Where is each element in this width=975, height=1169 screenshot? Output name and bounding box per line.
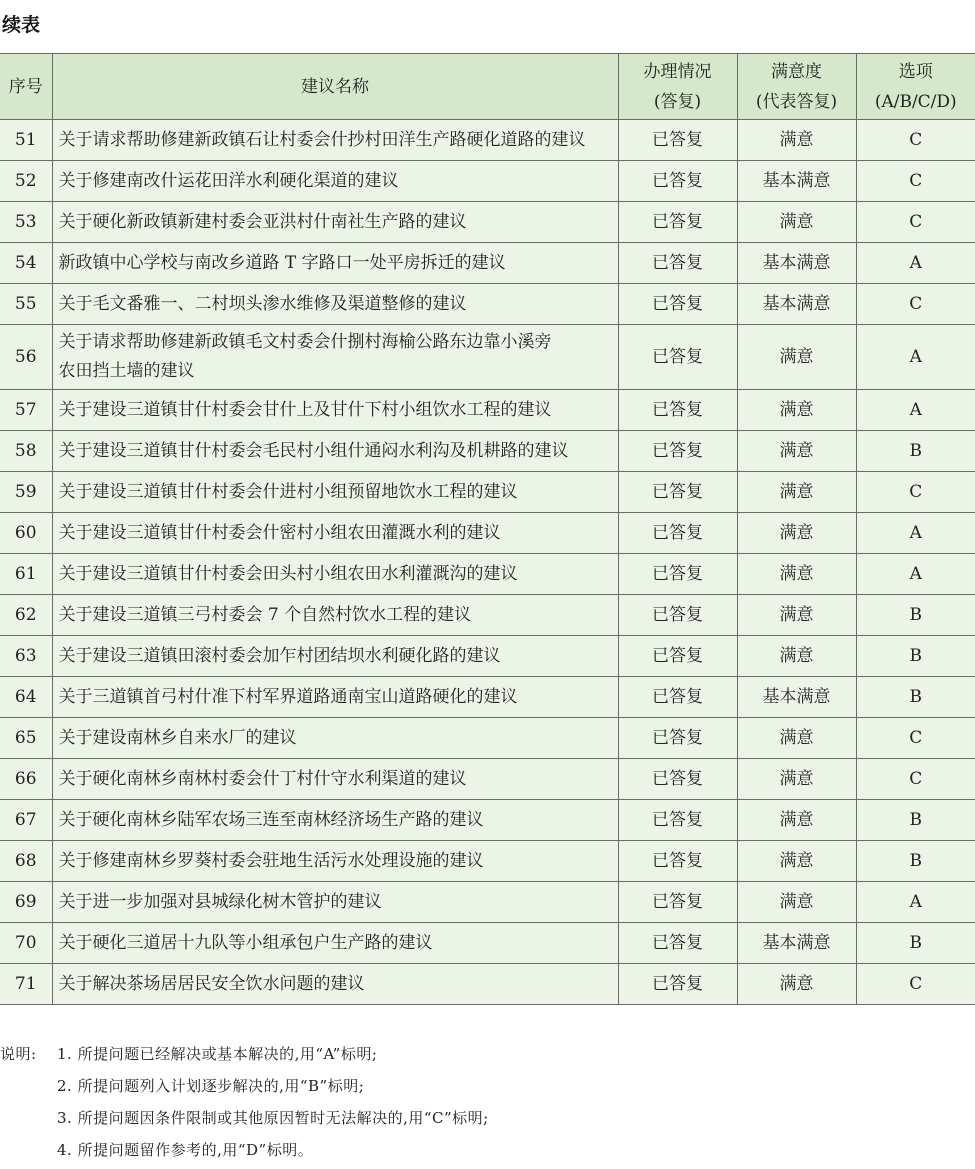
header-status-line1: 办理情况 xyxy=(643,61,712,82)
cell-option: C xyxy=(856,284,975,325)
note-text: 1. 所提问题已经解决或基本解决的,用“A”标明; xyxy=(57,1045,378,1063)
cell-status: 已答复 xyxy=(618,554,737,595)
note-item xyxy=(0,1102,489,1134)
cell-no: 67 xyxy=(0,800,52,841)
cell-no: 56 xyxy=(0,325,52,390)
note-text: 4. 所提问题留作参考的,用“D”标明。 xyxy=(57,1141,314,1159)
cell-name: 关于硬化新政镇新建村委会亚洪村什南社生产路的建议 xyxy=(52,202,618,243)
table-row xyxy=(0,554,975,595)
cell-name-line2: 农田挡土墙的建议 xyxy=(58,361,195,381)
cell-no: 69 xyxy=(0,882,52,923)
cell-satisfaction: 基本满意 xyxy=(737,243,856,284)
cell-name: 新政镇中心学校与南改乡道路 T 字路口一处平房拆迁的建议 xyxy=(52,243,618,284)
table-row xyxy=(0,161,975,202)
cell-no: 62 xyxy=(0,595,52,636)
header-seq: 序号 xyxy=(0,54,52,120)
notes-lead: 说明: xyxy=(0,1045,37,1063)
cell-no: 52 xyxy=(0,161,52,202)
header-satisfaction-line1: 满意度 xyxy=(771,61,822,82)
cell-status: 已答复 xyxy=(618,390,737,431)
cell-satisfaction: 满意 xyxy=(737,120,856,161)
cell-no: 53 xyxy=(0,202,52,243)
cell-option: A xyxy=(856,325,975,390)
table-row xyxy=(0,325,975,390)
cell-satisfaction: 基本满意 xyxy=(737,161,856,202)
legend-notes xyxy=(0,1038,489,1166)
cell-satisfaction: 基本满意 xyxy=(737,284,856,325)
cell-option: A xyxy=(856,513,975,554)
cell-option: B xyxy=(856,841,975,882)
header-name: 建议名称 xyxy=(52,54,618,120)
table-row xyxy=(0,923,975,964)
cell-status: 已答复 xyxy=(618,677,737,718)
suggestions-table xyxy=(0,53,975,1005)
cell-option: A xyxy=(856,243,975,284)
table-row xyxy=(0,390,975,431)
cell-option: C xyxy=(856,964,975,1005)
cell-status: 已答复 xyxy=(618,595,737,636)
cell-name: 关于三道镇首弓村什准下村军界道路通南宝山道路硬化的建议 xyxy=(52,677,618,718)
cell-satisfaction: 满意 xyxy=(737,841,856,882)
cell-name: 关于修建南改什运花田洋水利硬化渠道的建议 xyxy=(52,161,618,202)
note-item xyxy=(0,1134,489,1166)
cell-satisfaction: 满意 xyxy=(737,718,856,759)
cell-satisfaction: 满意 xyxy=(737,964,856,1005)
table-row xyxy=(0,431,975,472)
cell-status: 已答复 xyxy=(618,841,737,882)
cell-option: C xyxy=(856,718,975,759)
header-option-line1: 选项 xyxy=(898,61,933,82)
cell-option: C xyxy=(856,120,975,161)
cell-option: C xyxy=(856,161,975,202)
note-item xyxy=(0,1038,489,1070)
cell-option: A xyxy=(856,390,975,431)
cell-option: B xyxy=(856,431,975,472)
table-row xyxy=(0,964,975,1005)
cell-status: 已答复 xyxy=(618,325,737,390)
header-status xyxy=(618,54,737,120)
cell-option: B xyxy=(856,595,975,636)
cell-satisfaction: 满意 xyxy=(737,595,856,636)
table-header-row xyxy=(0,54,975,120)
note-item xyxy=(0,1070,489,1102)
cell-name: 关于进一步加强对县城绿化树木管护的建议 xyxy=(52,882,618,923)
cell-status: 已答复 xyxy=(618,759,737,800)
cell-satisfaction: 满意 xyxy=(737,325,856,390)
cell-name: 关于毛文番雅一、二村坝头渗水维修及渠道整修的建议 xyxy=(52,284,618,325)
table-row xyxy=(0,243,975,284)
table-row xyxy=(0,841,975,882)
cell-no: 71 xyxy=(0,964,52,1005)
cell-satisfaction: 满意 xyxy=(737,554,856,595)
cell-satisfaction: 满意 xyxy=(737,636,856,677)
cell-option: A xyxy=(856,882,975,923)
cell-name: 关于建设三道镇甘什村委会田头村小组农田水利灌溉沟的建议 xyxy=(52,554,618,595)
cell-name: 关于解决茶场居居民安全饮水问题的建议 xyxy=(52,964,618,1005)
cell-no: 66 xyxy=(0,759,52,800)
cell-name: 关于硬化南林乡陆军农场三连至南林经济场生产路的建议 xyxy=(52,800,618,841)
cell-name: 关于建设三道镇三弓村委会 7 个自然村饮水工程的建议 xyxy=(52,595,618,636)
table-row xyxy=(0,202,975,243)
cell-status: 已答复 xyxy=(618,718,737,759)
cell-name: 关于硬化三道居十九队等小组承包户生产路的建议 xyxy=(52,923,618,964)
cell-option: C xyxy=(856,202,975,243)
cell-name: 关于建设南林乡自来水厂的建议 xyxy=(52,718,618,759)
cell-satisfaction: 满意 xyxy=(737,390,856,431)
cell-satisfaction: 满意 xyxy=(737,202,856,243)
cell-option: A xyxy=(856,554,975,595)
header-satisfaction xyxy=(737,54,856,120)
cell-no: 57 xyxy=(0,390,52,431)
cell-name: 关于请求帮助修建新政镇石让村委会什抄村田洋生产路硬化道路的建议 xyxy=(52,120,618,161)
cell-satisfaction: 满意 xyxy=(737,431,856,472)
cell-status: 已答复 xyxy=(618,202,737,243)
cell-no: 58 xyxy=(0,431,52,472)
cell-name: 关于建设三道镇甘什村委会甘什上及甘什下村小组饮水工程的建议 xyxy=(52,390,618,431)
cell-satisfaction: 满意 xyxy=(737,882,856,923)
cell-option: C xyxy=(856,759,975,800)
note-text: 3. 所提问题因条件限制或其他原因暂时无法解决的,用“C”标明; xyxy=(57,1109,489,1127)
cell-status: 已答复 xyxy=(618,513,737,554)
cell-option: B xyxy=(856,800,975,841)
cell-no: 65 xyxy=(0,718,52,759)
cell-no: 59 xyxy=(0,472,52,513)
cell-status: 已答复 xyxy=(618,120,737,161)
table-caption: 续表 xyxy=(2,14,41,36)
table-row xyxy=(0,800,975,841)
header-option xyxy=(856,54,975,120)
table-row xyxy=(0,284,975,325)
cell-name: 关于建设三道镇田滚村委会加乍村团结坝水利硬化路的建议 xyxy=(52,636,618,677)
cell-satisfaction: 基本满意 xyxy=(737,677,856,718)
cell-no: 55 xyxy=(0,284,52,325)
cell-status: 已答复 xyxy=(618,161,737,202)
cell-no: 63 xyxy=(0,636,52,677)
cell-status: 已答复 xyxy=(618,636,737,677)
cell-no: 61 xyxy=(0,554,52,595)
cell-option: B xyxy=(856,923,975,964)
cell-satisfaction: 满意 xyxy=(737,513,856,554)
cell-option: B xyxy=(856,677,975,718)
cell-status: 已答复 xyxy=(618,431,737,472)
cell-satisfaction: 基本满意 xyxy=(737,923,856,964)
cell-option: B xyxy=(856,636,975,677)
cell-name: 关于建设三道镇甘什村委会毛民村小组什通闷水利沟及机耕路的建议 xyxy=(52,431,618,472)
table-row xyxy=(0,718,975,759)
cell-no: 70 xyxy=(0,923,52,964)
cell-no: 68 xyxy=(0,841,52,882)
cell-name: 关于建设三道镇甘什村委会什密村小组农田灌溉水利的建议 xyxy=(52,513,618,554)
cell-status: 已答复 xyxy=(618,882,737,923)
cell-status: 已答复 xyxy=(618,923,737,964)
cell-satisfaction: 满意 xyxy=(737,759,856,800)
table-row xyxy=(0,636,975,677)
table-row xyxy=(0,120,975,161)
table-row xyxy=(0,882,975,923)
cell-status: 已答复 xyxy=(618,964,737,1005)
table-row xyxy=(0,595,975,636)
cell-name: 关于硬化南林乡南林村委会什丁村什守水利渠道的建议 xyxy=(52,759,618,800)
cell-no: 51 xyxy=(0,120,52,161)
cell-status: 已答复 xyxy=(618,243,737,284)
table-row xyxy=(0,677,975,718)
cell-satisfaction: 满意 xyxy=(737,800,856,841)
table-row xyxy=(0,472,975,513)
note-text: 2. 所提问题列入计划逐步解决的,用“B”标明; xyxy=(57,1077,365,1095)
cell-option: C xyxy=(856,472,975,513)
cell-status: 已答复 xyxy=(618,472,737,513)
cell-name: 关于修建南林乡罗葵村委会驻地生活污水处理设施的建议 xyxy=(52,841,618,882)
cell-name: 关于建设三道镇甘什村委会什进村小组预留地饮水工程的建议 xyxy=(52,472,618,513)
table-row xyxy=(0,759,975,800)
cell-name xyxy=(52,325,618,390)
cell-no: 64 xyxy=(0,677,52,718)
cell-no: 60 xyxy=(0,513,52,554)
cell-no: 54 xyxy=(0,243,52,284)
header-option-line2: (A/B/C/D) xyxy=(874,91,957,112)
cell-satisfaction: 满意 xyxy=(737,472,856,513)
cell-status: 已答复 xyxy=(618,800,737,841)
table-row xyxy=(0,513,975,554)
header-satisfaction-line2: (代表答复) xyxy=(755,91,838,112)
cell-name-line1: 关于请求帮助修建新政镇毛文村委会什捌村海榆公路东边靠小溪旁 xyxy=(58,332,552,352)
header-status-line2: (答复) xyxy=(653,91,702,112)
cell-status: 已答复 xyxy=(618,284,737,325)
